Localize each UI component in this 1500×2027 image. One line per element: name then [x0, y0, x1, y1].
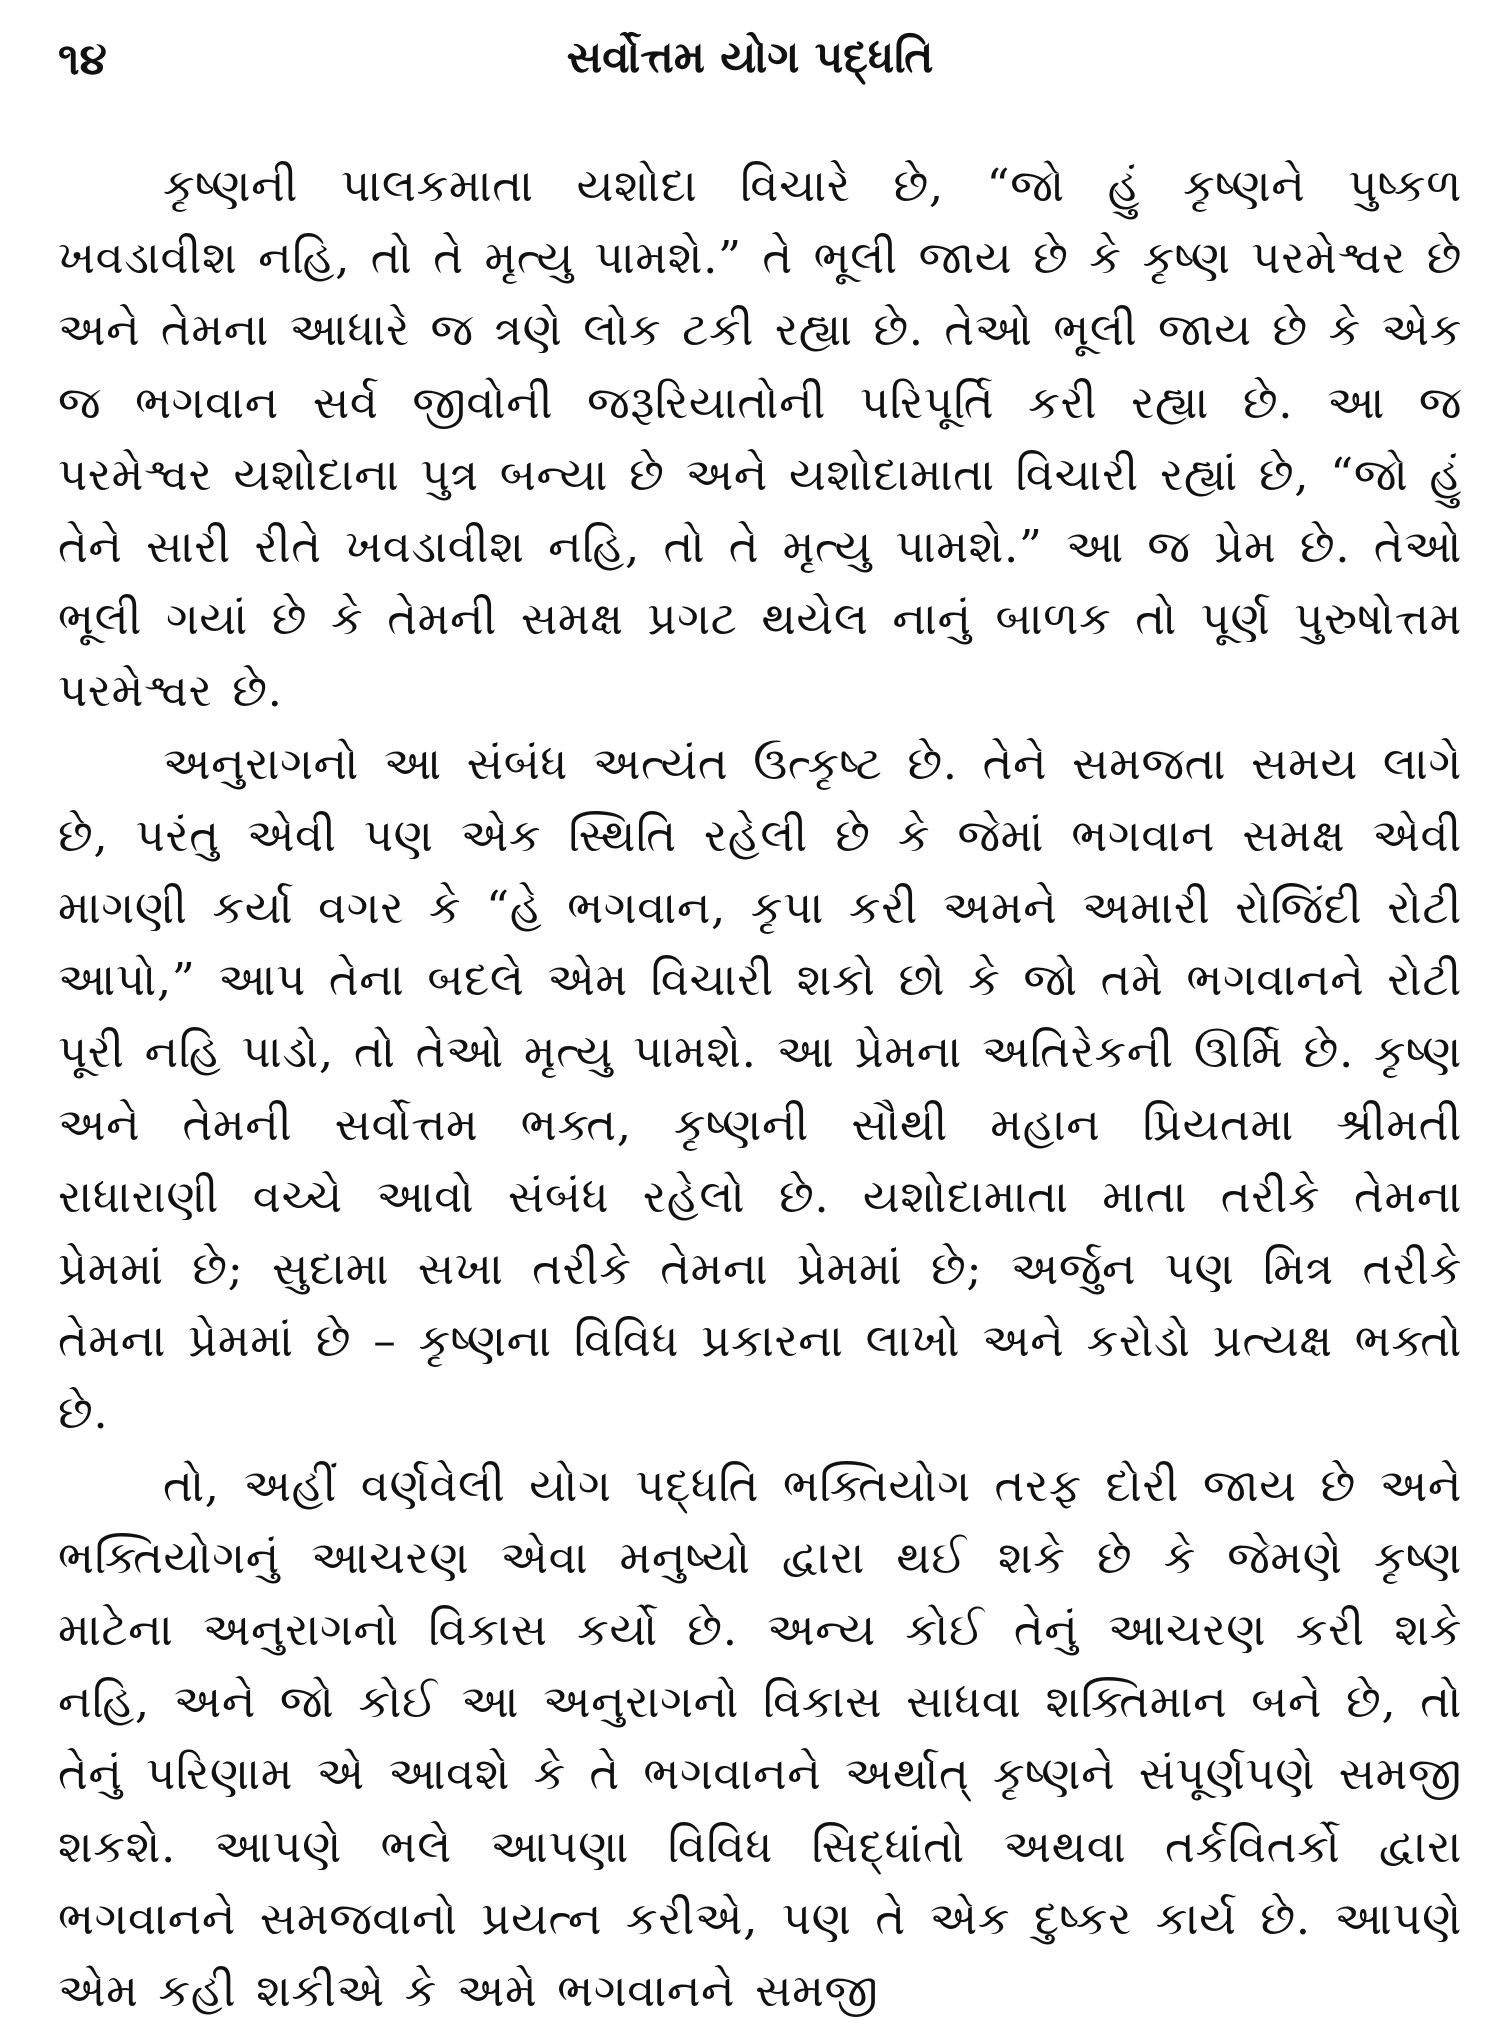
page-header [0, 18, 1500, 108]
running-title: સર્વોત્તમ યોગ પદ્ધતિ [566, 32, 934, 83]
paragraph-2: અનુરાગનો આ સંબંધ અત્યંત ઉત્કૃષ્ટ છે. તેને સમજતા સમય લાગે છે, પરંતુ એવી પણ એક સ્થિતિ રહેલી છે કે જેમાં ભગવાન સમક્ષ એવી માગણી કર્યા વગર કે “હે ભગવાન, કૃપા કરી અમને અમારી રોજિંદી રોટી આપો,” આપ તેના બદલે એમ વિચારી શકો છો કે જો તમે ભગવાનને રોટી પૂરી નહિ પાડો, તો તેઓ મૃત્યુ પામશે. આ પ્રેમના અતિરેકની ઊર્મિ છે. કૃષ્ણ અને તેમની સર્વોત્તમ ભક્ત, કૃષ્ણની સૌથી મહાન પ્રિયતમા શ્રીમતી રાધારાણી વચ્ચે આવો સંબંધ રહેલો છે. યશોદામાતા માતા તરીકે તેમના પ્રેમમાં છે; સુદામા સખા તરીકે તેમના પ્રેમમાં છે; અર્જુન પણ મિત્ર તરીકે તેમના પ્રેમમાં છે – કૃષ્ણના વિવિધ પ્રકારના લાખો અને કરોડો પ્રત્યક્ષ ભક્તો છે. [58, 736, 1462, 1440]
body-text [58, 150, 1462, 2027]
page-number: ૧૪ [58, 34, 107, 85]
paragraph-3: તો, અહીં વર્ણવેલી યોગ પદ્ધતિ ભક્તિયોગ તરફ દોરી જાય છે અને ભક્તિયોગનું આચરણ એવા મનુષ્યો દ્વારા થઈ શકે છે કે જેમણે કૃષ્ણ માટેના અનુરાગનો વિકાસ કર્યો છે. અન્ય કોઈ તેનું આચરણ કરી શકે નહિ, અને જો કોઈ આ અનુરાગનો વિકાસ સાધવા શક્તિમાન બને છે, તો તેનું પરિણામ એ આવશે કે તે ભગવાનને અર્થાત્ કૃષ્ણને સંપૂર્ણપણે સમજી શકશે. આપણે ભલે આપણા વિવિધ સિદ્ધાંતો અથવા તર્કવિતર્કો દ્વારા ભગવાનને સમજવાનો પ્રયત્ન કરીએ, પણ તે એક દુષ્કર કાર્ય છે. આપણે એમ કહી શકીએ કે અમે ભગવાનને સમજી [58, 1458, 1462, 2018]
paragraph-1: કૃષ્ણની પાલકમાતા યશોદા વિચારે છે, “જો હું કૃષ્ણને પુષ્કળ ખવડાવીશ નહિ, તો તે મૃત્યુ પામશે.” તે ભૂલી જાય છે કે કૃષ્ણ પરમેશ્વર છે અને તેમના આધારે જ ત્રણે લોક ટકી રહ્યા છે. તેઓ ભૂલી જાય છે કે એક જ ભગવાન સર્વ જીવોની જરૂરિયાતોની પરિપૂર્તિ કરી રહ્યા છે. આ જ પરમેશ્વર યશોદાના પુત્ર બન્યા છે અને યશોદામાતા વિચારી રહ્યાં છે, “જો હું તેને સારી રીતે ખવડાવીશ નહિ, તો તે મૃત્યુ પામશે.” આ જ પ્રેમ છે. તેઓ ભૂલી ગયાં છે કે તેમની સમક્ષ પ્રગટ થયેલ નાનું બાળક તો પૂર્ણ પુરુષોત્તમ પરમેશ્વર છે. [58, 159, 1462, 718]
